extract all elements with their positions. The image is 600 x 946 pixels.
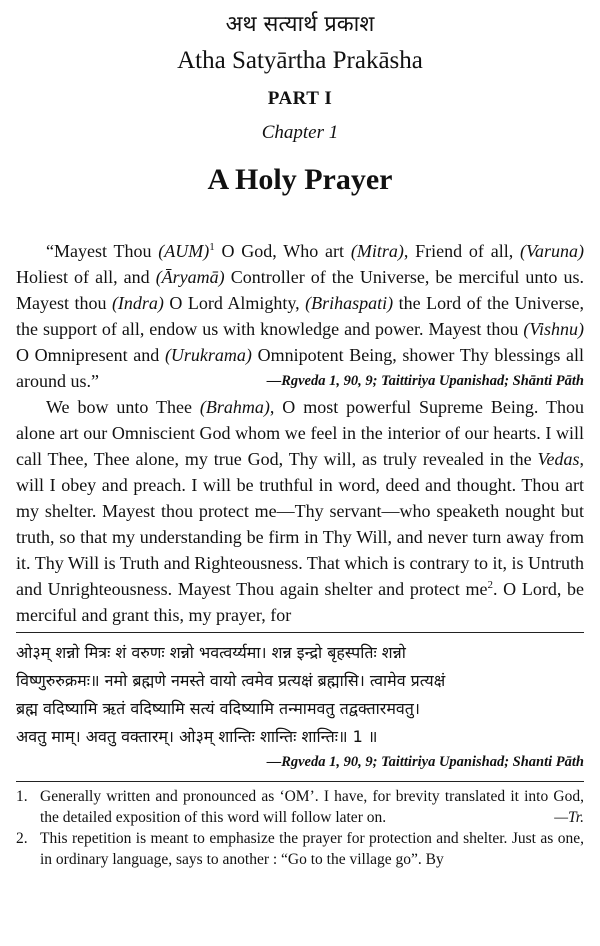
text-run: , O most powerful Supreme Being. Thou alone art our Omniscient God whom we feel in the interior of our hearts. I will call Thee, Thee alone, my true God, Thy will, as truly revealed in the: [16, 397, 584, 469]
text-run: Controller of the Universe, be merciful unto us. Mayest thou: [16, 267, 584, 313]
footnote-marker-1: 1: [209, 241, 215, 253]
text-run: O Omnipresent and: [16, 345, 165, 365]
italic-term: (AUM): [158, 241, 210, 261]
text-run: . O Lord, be merciful and grant this, my prayer, for: [16, 579, 584, 625]
footnote-1: [16, 786, 584, 828]
book-title: Atha Satyārtha Prakāsha: [177, 47, 423, 74]
text-run: the Lord of the Universe, the support of all, endow us with knowledge and power. Mayest thou: [16, 293, 584, 339]
text-run: O God, Who art: [214, 241, 351, 261]
sanskrit-verse: [16, 639, 584, 751]
italic-term: Vedas: [537, 449, 580, 469]
text-run: Holiest of all, and: [16, 267, 156, 287]
text-run: Omnipotent Being, shower Thy blessings all around us.”: [16, 345, 584, 391]
paragraph-2: [16, 394, 584, 628]
footnote-text: [40, 786, 584, 828]
verse-line: विष्णुरुरुक्रमः॥ नमो ब्रह्मणे नमस्ते वायो त्वमेव प्रत्यक्षं ब्रह्मासि। त्वामेव प्रत्यक्षं: [16, 671, 446, 690]
footnote-number: 2.: [16, 830, 28, 847]
footnote-marker-2: 2: [487, 579, 493, 591]
footnote-body: Generally written and pronounced as ‘OM’. I have, for brevity translated it into God, the detailed exposition of this word will follow later on.: [40, 788, 584, 826]
hindi-title: अथ सत्यार्थ प्रकाश: [225, 12, 375, 37]
italic-term: (Vishnu): [523, 319, 584, 339]
text-run: , will I obey and preach. I will be truthful in word, deed and thought. Thou art my shelter. Mayest thou protect me—Thy servant—who speaketh nought but truth, so that my understanding be firm in Thy Will, and never turn away from it. Thy Will is Truth and Righteousness. That which is contrary to it, is Untruth and Unrighteousness. Mayest Thou again shelter and protect me: [16, 449, 584, 599]
footnote-body: This repetition is meant to emphasize the prayer for protection and shelter. Just as one, in ordinary language, says to another : “Go to the village go”. By: [40, 830, 584, 868]
verse-line: अवतु माम्। अवतु वक्तारम्। ओ३म् शान्तिः शान्तिः शान्तिः॥ 1 ॥: [16, 727, 378, 746]
text-run: O Lord Almighty,: [163, 293, 306, 313]
sanskrit-source: —Rgveda 1, 90, 9; Taittiriya Upanishad; Shanti Pāth: [266, 754, 584, 770]
italic-term: (Brahma): [199, 397, 270, 417]
verse-source: —Rgveda 1, 90, 9; Taittiriya Upanishad; Shānti Pāth: [266, 373, 584, 389]
footnote-number: 1.: [16, 788, 28, 805]
paragraph-1: [16, 238, 584, 394]
translator-mark: —Tr.: [554, 809, 584, 826]
text-run: , Friend of all,: [403, 241, 520, 261]
footnotes: [16, 786, 584, 870]
footnote-divider: [16, 781, 584, 782]
text-run: “Mayest Thou: [46, 241, 159, 261]
verse-line: ओ३म् शन्नो मित्रः शं वरुणः शन्नो भवत्वर्य्यमा। शन्न इन्द्रो बृहस्पतिः शन्नो: [16, 643, 406, 662]
verse-line: ब्रह्म वदिष्यामि ऋतं वदिष्यामि सत्यं वदिष्यामि तन्मामवतु तद्वक्तारमवतु।: [16, 699, 420, 718]
italic-term: (Mitra): [350, 241, 404, 261]
chapter-label: Chapter 1: [261, 122, 339, 143]
italic-term: (Urukrama): [164, 345, 252, 365]
italic-term: (Brihaspati): [305, 293, 394, 313]
italic-term: (Indra): [111, 293, 164, 313]
chapter-heading: A Holy Prayer: [207, 163, 393, 196]
italic-term: (Varuna): [520, 241, 584, 261]
text-run: We bow unto Thee: [46, 397, 200, 417]
footnote-2: [16, 828, 584, 870]
italic-term: (Āryamā): [155, 267, 225, 287]
book-page: [16, 8, 584, 870]
part-label: PART I: [267, 88, 333, 109]
divider: [16, 632, 584, 633]
